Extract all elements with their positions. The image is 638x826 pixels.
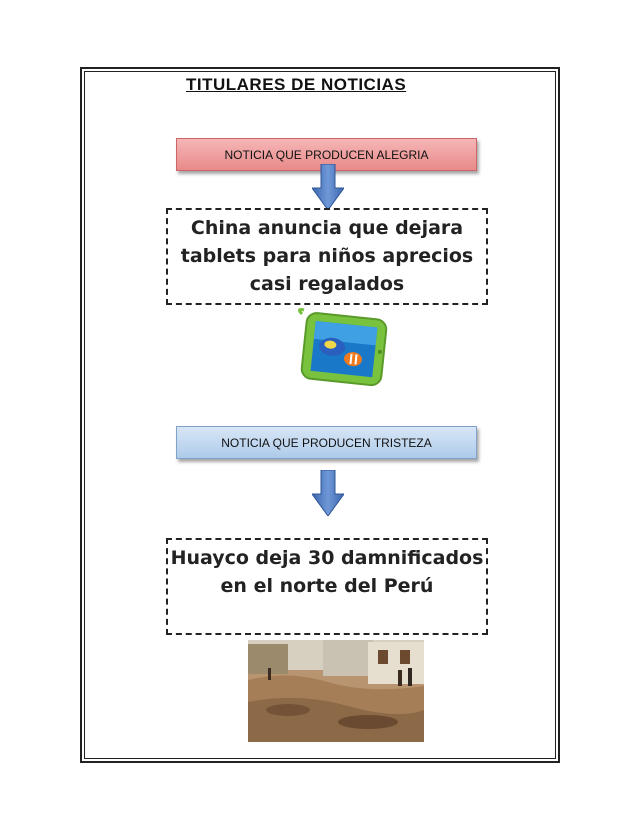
down-arrow-icon [312, 164, 344, 210]
sad-headline-box [166, 538, 488, 635]
tablet-photo [296, 308, 390, 390]
joy-headline-text: China anuncia que dejara tablets para niños aprecios casi regalados [180, 217, 474, 295]
down-arrow-icon [312, 470, 344, 516]
joy-label-text: NOTICIA QUE PRODUCEN ALEGRIA [224, 147, 429, 162]
joy-headline-box [166, 208, 488, 305]
document-title: TITULARES DE NOTICIAS [186, 75, 407, 94]
flood-photo [248, 640, 424, 742]
sad-label-text: NOTICIA QUE PRODUCEN TRISTEZA [221, 435, 432, 450]
sad-headline-text: Huayco deja 30 damnificados en el norte del Perú [170, 547, 484, 597]
sad-label-box [176, 426, 477, 459]
